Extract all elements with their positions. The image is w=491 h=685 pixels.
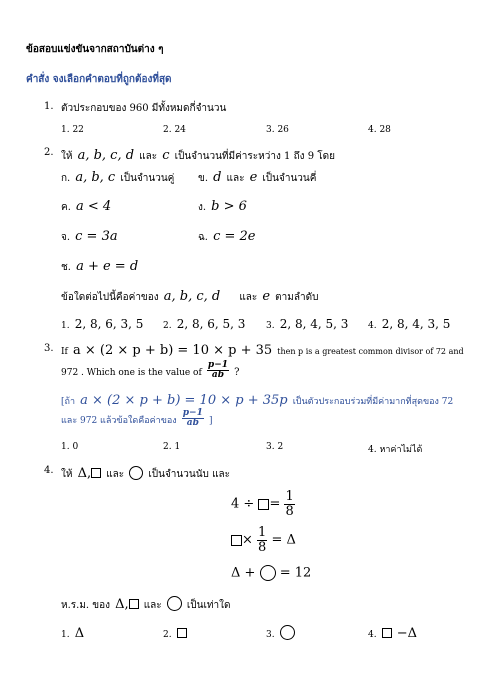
q2-cond-a-vars: a, b, c <box>75 170 116 185</box>
q2-choice-1-label: 1. <box>61 321 70 331</box>
q4-equation-3 <box>231 565 311 581</box>
q4-intro <box>61 462 230 482</box>
q4-intro-post: เป็นจำนวนนับ และ <box>148 469 231 480</box>
q2-cond-g-label: ช. <box>61 262 71 273</box>
q2-ask-pre: ข้อใดต่อไปนี้คือค่าของ <box>61 292 159 303</box>
q2-intro <box>61 144 335 164</box>
q2-cond-a <box>61 166 174 186</box>
q1-choice-4[interactable]: 4. 28 <box>368 125 391 135</box>
q3-th-open: [ถ้า <box>61 397 76 407</box>
q4-intro-pre: ให้ <box>61 469 73 480</box>
circle-icon <box>167 596 182 611</box>
q3-choice-2[interactable]: 2. 1 <box>163 442 181 452</box>
q2-cond-e-expr: c = 3a <box>75 229 118 244</box>
q4-choice-2[interactable] <box>163 622 187 641</box>
q2-ask <box>61 285 318 305</box>
q3-th-fraction-den: ab <box>186 418 199 428</box>
q3-fraction-num: p−1 <box>207 359 229 370</box>
q3-th-post: เป็นตัวประกอบร่วมที่มีค่ามากที่สุดของ 72 <box>292 397 454 407</box>
q2-choice-3-label: 3. <box>266 321 275 331</box>
q4-ask-and: และ <box>143 600 162 611</box>
circle-icon <box>260 565 276 581</box>
q4-eq3-pre: Δ + <box>231 565 256 581</box>
q4-eq2-den: 8 <box>258 539 267 555</box>
square-icon <box>129 599 139 609</box>
q3-th-fraction-num: p−1 <box>182 407 203 418</box>
q2-cond-e <box>61 225 118 245</box>
q2-cond-a-text: เป็นจำนวนคู่ <box>120 173 175 184</box>
q2-cond-e-label: จ. <box>61 232 71 243</box>
q4-equation-2 <box>231 526 296 554</box>
q2-intro-c: c <box>162 148 170 163</box>
q2-cond-g-expr: a + e = d <box>76 259 139 274</box>
square-icon <box>258 499 269 510</box>
q4-choice-3-label: 3. <box>266 630 275 640</box>
q4-equation-1 <box>231 490 295 518</box>
q2-intro-post: เป็นจำนวนที่มีค่าระหว่าง 1 ถึง 9 โดย <box>174 151 335 162</box>
q2-cond-d-expr: b > 6 <box>211 199 247 214</box>
q4-eq2-post: = Δ <box>271 532 296 548</box>
q4-intro-and: และ <box>106 469 125 480</box>
q2-cond-f-expr: c = 2e <box>213 229 256 244</box>
q2-choice-1-value: 2, 8, 6, 3, 5 <box>74 317 144 331</box>
q3-equation: a × (2 × p + b) = 10 × p + 35 <box>72 343 273 358</box>
q2-intro-vars: a, b, c, d <box>77 148 135 163</box>
q1-choice-1[interactable]: 1. 22 <box>61 125 84 135</box>
q3-thai-line1 <box>61 389 453 408</box>
square-icon <box>382 628 392 638</box>
q4-eq2-fraction <box>257 526 267 554</box>
q4-number: 4. <box>44 465 54 476</box>
q4-eq2-num: 1 <box>258 525 267 540</box>
q4-choice-1-label: 1. <box>61 630 70 640</box>
q3-th-equation: a × (2 × p + b) = 10 × p + 35p <box>80 393 288 408</box>
q4-choice-3[interactable] <box>266 622 295 641</box>
square-icon <box>231 535 242 546</box>
q2-cond-c-label: ค. <box>61 202 71 213</box>
q3-choice-3[interactable]: 3. 2 <box>266 442 284 452</box>
q4-eq1-pre: 4 ÷ <box>231 496 255 512</box>
q3-th-close: ] <box>208 416 213 426</box>
q4-eq3-post: = 12 <box>279 565 312 581</box>
q2-choice-3-value: 2, 8, 4, 5, 3 <box>279 317 349 331</box>
q2-cond-g <box>61 255 138 275</box>
q2-choice-2-value: 2, 8, 6, 5, 3 <box>176 317 246 331</box>
q4-ask-pre: ห.ร.ม. ของ <box>61 600 110 611</box>
q2-ask-vars: a, b, c, d <box>163 289 221 304</box>
q3-en-line2: 972 . Which one is the value of <box>61 368 202 378</box>
q3-fraction <box>207 361 229 381</box>
circle-icon <box>129 466 143 480</box>
q2-cond-f-label: ฉ. <box>198 232 208 243</box>
circle-icon <box>280 625 295 640</box>
q1-choice-2[interactable]: 2. 24 <box>163 125 186 135</box>
q2-choice-2-label: 2. <box>163 321 172 331</box>
q2-intro-pre: ให้ <box>61 151 73 162</box>
q4-choice-2-label: 2. <box>163 630 172 640</box>
q4-choice-4-post: −Δ <box>396 626 418 641</box>
q4-ask-post: เป็นเท่าใด <box>186 600 231 611</box>
q4-eq1-num: 1 <box>285 489 294 504</box>
q4-eq1-den: 8 <box>285 503 294 519</box>
q3-choice-4[interactable]: 4. หาค่าไม่ได้ <box>368 445 423 455</box>
q4-ask <box>61 593 230 613</box>
q4-choice-1-delta: Δ <box>74 626 85 641</box>
q2-number: 2. <box>44 147 54 158</box>
q2-cond-c <box>61 195 111 215</box>
q2-choice-3[interactable] <box>266 313 348 332</box>
q2-cond-b-e: e <box>249 170 258 185</box>
q2-ask-and: และ <box>239 292 258 303</box>
q2-choice-4-value: 2, 8, 4, 3, 5 <box>381 317 451 331</box>
q2-cond-d-label: ง. <box>198 202 207 213</box>
q3-line1 <box>61 339 464 358</box>
q3-number: 3. <box>44 343 54 354</box>
q2-intro-and: และ <box>139 151 158 162</box>
q3-th-line2: และ 972 แล้วข้อใดคือค่าของ <box>61 416 177 426</box>
square-icon <box>91 468 101 478</box>
q2-cond-b <box>198 166 316 186</box>
q2-cond-f <box>198 225 256 245</box>
q2-cond-b-text: เป็นจำนวนคี่ <box>262 173 317 184</box>
page-title: ข้อสอบแข่งขันจากสถาบันต่าง ๆ <box>26 44 164 55</box>
q2-choice-4-label: 4. <box>368 321 377 331</box>
q4-choice-4-label: 4. <box>368 630 377 640</box>
instruction: คำสั่ง จงเลือกคำตอบที่ถูกต้องที่สุด <box>26 74 172 85</box>
q2-cond-a-label: ก. <box>61 173 71 184</box>
q2-choice-1[interactable] <box>61 313 143 332</box>
q3-choice-1[interactable]: 1. 0 <box>61 442 79 452</box>
q2-cond-b-vars: d <box>213 170 222 185</box>
q3-if: If <box>61 347 68 357</box>
q2-cond-b-and: และ <box>226 173 245 184</box>
q4-ask-delta: Δ, <box>115 597 129 612</box>
q3-fraction-den: ab <box>211 370 225 380</box>
q1-number: 1. <box>44 101 54 112</box>
q2-cond-b-label: ข. <box>198 173 209 184</box>
q3-qmark: ? <box>234 367 240 378</box>
q3-th-fraction <box>182 409 204 429</box>
q2-cond-d <box>198 195 247 215</box>
q3-line2 <box>61 360 239 380</box>
q2-ask-post: ตามลำดับ <box>275 292 319 303</box>
square-icon <box>177 628 187 638</box>
q2-choice-2[interactable] <box>163 313 245 332</box>
q2-choice-4[interactable] <box>368 313 450 332</box>
q1-text: ตัวประกอบของ 960 มีทั้งหมดกี่จำนวน <box>61 103 227 114</box>
q2-cond-c-expr: a < 4 <box>75 199 112 214</box>
q4-eq1-fraction <box>284 490 294 518</box>
q4-eq2-times: × <box>242 532 253 548</box>
q2-ask-e: e <box>262 289 271 304</box>
q3-thai-line2 <box>61 408 212 428</box>
q1-choice-3[interactable]: 3. 26 <box>266 125 289 135</box>
q4-intro-delta: Δ, <box>77 466 92 481</box>
q4-choice-1[interactable] <box>61 622 84 641</box>
q3-en-post: then p is a greatest common divisor of 72 and <box>277 347 464 356</box>
q4-eq1-eq: = <box>269 496 281 512</box>
q4-choice-4[interactable] <box>368 622 417 641</box>
